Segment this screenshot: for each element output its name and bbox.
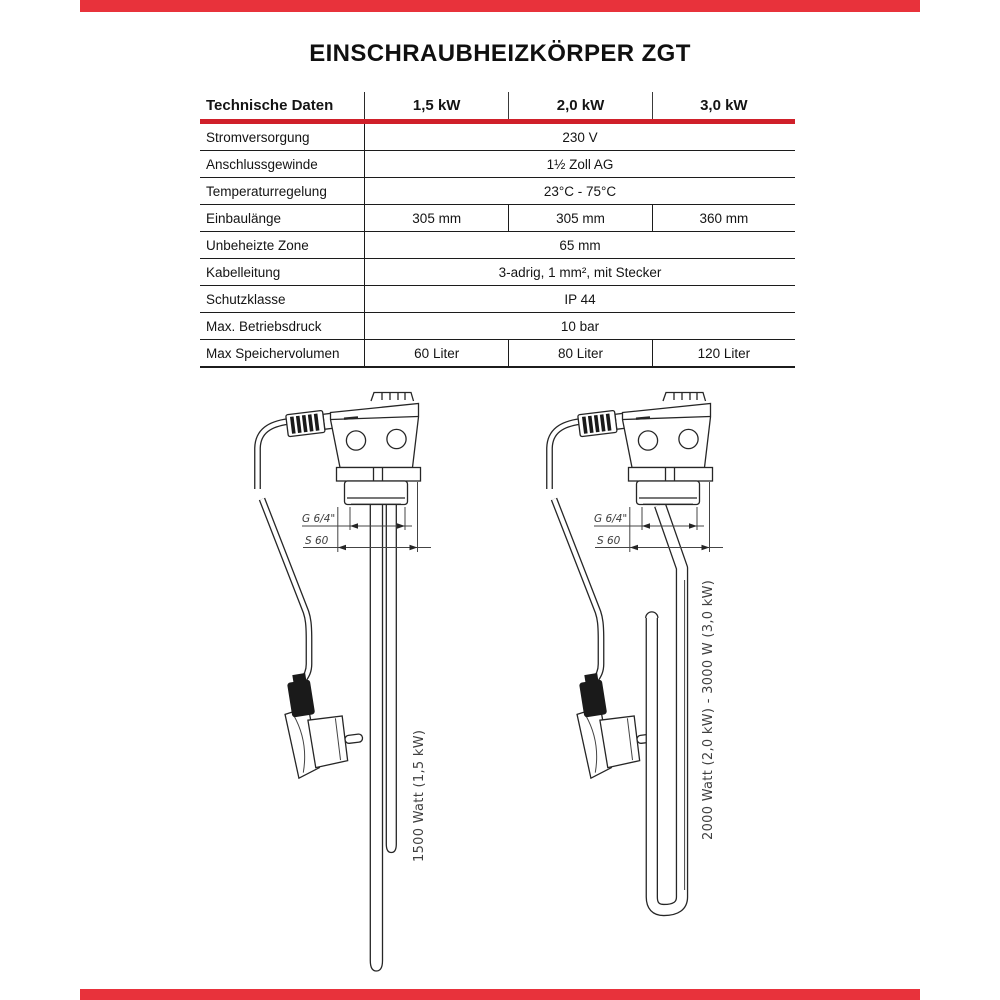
head-screw-right (679, 429, 698, 448)
heater-drawing-loop (530, 385, 860, 990)
bottom-red-bar (80, 989, 920, 1000)
table-row (200, 205, 795, 232)
thread-dimension-label: G 6/4" (594, 513, 628, 525)
plug-pin (345, 734, 363, 744)
row-value: 230 V (562, 129, 598, 145)
head-screw-left (346, 431, 365, 450)
table-header-col-2: 2,0 kW (508, 92, 651, 119)
row-value: 10 bar (560, 318, 600, 334)
table-header-col-3: 3,0 kW (652, 92, 795, 119)
table-header-row (200, 92, 795, 119)
row-value: 80 Liter (508, 340, 651, 366)
table-row (200, 151, 795, 178)
power-cable (550, 422, 602, 681)
table-row (200, 178, 795, 205)
table-header-col-1: 1,5 kW (412, 97, 461, 114)
wrench-dimension-label: S 60 (305, 535, 329, 547)
row-label: Schutzklasse (200, 286, 365, 312)
hex-nut (345, 481, 408, 505)
row-label: Max Speichervolumen (200, 340, 365, 366)
row-label: Stromversorgung (200, 124, 365, 150)
page-title: EINSCHRAUBHEIZKÖRPER ZGT (309, 40, 691, 67)
cable-gland (286, 409, 337, 437)
top-red-bar (80, 0, 920, 12)
wrench-dimension-label: S 60 (597, 535, 621, 547)
wattage-label-right: 2000 Watt (2,0 kW) - 3000 W (3,0 kW) (701, 579, 716, 840)
table-row (200, 232, 795, 259)
table-row (200, 286, 795, 313)
heating-tube-loop (646, 505, 685, 910)
head-screw-left (638, 431, 657, 450)
row-value: 23°C - 75°C (543, 183, 617, 199)
table-header-label: Technische Daten (200, 92, 365, 119)
cable-ferrule (286, 672, 315, 717)
thermostat-head (331, 393, 421, 505)
row-label: Unbeheizte Zone (200, 232, 365, 258)
heater-drawing-straight (238, 385, 568, 990)
row-label: Max. Betriebsdruck (200, 313, 365, 339)
head-knob (371, 393, 414, 402)
row-label: Temperaturregelung (200, 178, 365, 204)
thermostat-head (623, 393, 713, 505)
tech-data-table (200, 92, 795, 368)
row-value: 305 mm (508, 205, 651, 231)
row-label: Anschlussgewinde (200, 151, 365, 177)
row-label: Einbaulänge (200, 205, 365, 231)
heating-tube-long (370, 504, 382, 971)
hex-nut (637, 481, 700, 505)
head-flange (629, 468, 713, 482)
sensor-tube-short (386, 504, 396, 853)
head-flange (337, 468, 421, 482)
power-cable (258, 422, 310, 681)
row-value: 3-adrig, 1 mm², mit Stecker (498, 264, 662, 280)
table-row (200, 124, 795, 151)
thread-dimension-label: G 6/4" (302, 513, 336, 525)
table-row (200, 259, 795, 286)
table-row (200, 313, 795, 340)
row-value: 65 mm (559, 237, 601, 253)
head-screw-right (387, 429, 406, 448)
row-value: IP 44 (564, 291, 596, 307)
row-value: 1½ Zoll AG (546, 156, 614, 172)
row-value: 305 mm (412, 210, 462, 226)
row-label: Kabelleitung (200, 259, 365, 285)
cable-gland (578, 409, 629, 437)
head-knob (663, 393, 706, 402)
row-value: 360 mm (652, 205, 795, 231)
table-row (200, 340, 795, 368)
row-value: 120 Liter (652, 340, 795, 366)
cable-ferrule (578, 672, 607, 717)
wattage-label-left: 1500 Watt (1,5 kW) (412, 729, 427, 862)
row-value: 60 Liter (414, 345, 460, 361)
